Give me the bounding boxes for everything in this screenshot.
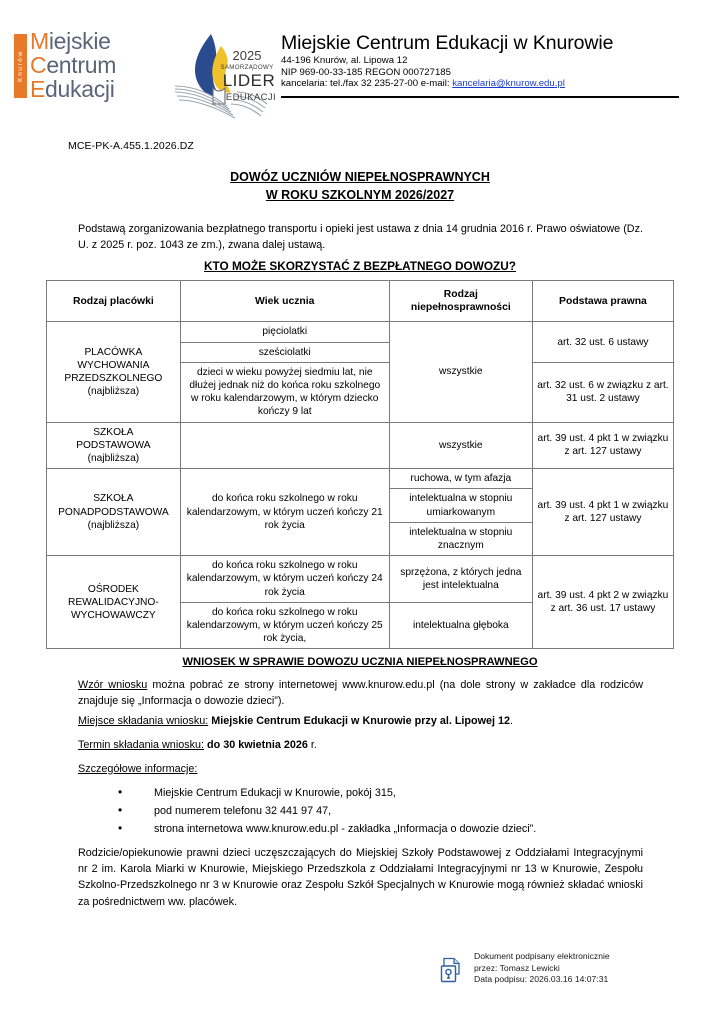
eligibility-section-heading: [45, 259, 675, 273]
cell-disability-all-preschool: wszystkie: [389, 322, 532, 422]
application-section-heading-text: WNIOSEK W SPRAWIE DOWOZU UCZNIA NIEPEŁNOSPRAWNEGO: [182, 656, 538, 668]
list-item-label: Miejskie Centrum Edukacji w Knurowie, pokój 315,: [154, 787, 396, 799]
table-row: [47, 556, 674, 603]
eligibility-table: [46, 280, 674, 649]
document-reference: MCE-PK-A.455.1.2026.DZ: [68, 140, 194, 152]
cell-age-over-seven: dzieci w wieku powyżej siedmiu lat, nie dłużej jednak niż do końca roku szkolnego w roku kalendarzowym, w którym dziecko kończy 9 lat: [180, 362, 389, 422]
organization-name: Miejskie Centrum Edukacji w Knurowie: [281, 32, 614, 54]
samorzadowy-lider-edukacji-logo: [175, 26, 281, 122]
cell-facility-preschool: [47, 322, 181, 422]
application-deadline-label: Termin składania wniosku:: [78, 739, 205, 751]
cell-legal-art32-6: art. 32 ust. 6 ustawy: [532, 322, 673, 362]
signature-line-3: Data podpisu: 2026.03.16 14:07:31: [474, 974, 609, 985]
svg-text:LIDER: LIDER: [222, 71, 276, 90]
cell-legal-art39-4-1-secondary: art. 39 ust. 4 pkt 1 w związku z art. 127 ustawy: [532, 469, 673, 556]
facility-line-1: PLACÓWKA: [84, 346, 143, 358]
signed-document-icon: [440, 957, 464, 983]
table-header-disability: [389, 281, 532, 322]
table-header-age: Wiek ucznia: [180, 281, 389, 322]
facility-line-3: (najbliższa): [87, 519, 140, 531]
cell-age-until-24: do końca roku szkolnego w roku kalendarzowym, w którym uczeń kończy 24 rok życia: [180, 556, 389, 603]
table-header-legal: Podstawa prawna: [532, 281, 673, 322]
cell-disability-coupled: sprzężona, z których jedna jest intelektualna: [389, 556, 532, 603]
mce-logo-rest-1: iejskie: [48, 28, 111, 54]
application-place-paragraph: [78, 714, 643, 730]
facility-line-1: SZKOŁA: [93, 426, 134, 438]
application-place-suffix: .: [510, 715, 514, 727]
cell-facility-secondary-school: [47, 469, 181, 556]
list-item-label: pod numerem telefonu 32 441 97 47,: [154, 805, 332, 818]
list-item: [118, 820, 648, 838]
facility-line-1: SZKOŁA: [93, 493, 134, 505]
page-title: [45, 168, 675, 204]
cell-legal-art39-4-1-primary: art. 39 ust. 4 pkt 1 w związku z art. 127 ustawy: [532, 422, 673, 469]
page-title-line-2: W ROKU SZKOLNYM 2026/2027: [265, 188, 455, 202]
organization-identifiers: NIP 969-00-33-185 REGON 000727185: [281, 66, 451, 78]
facility-line-2: WYCHOWANIA: [77, 359, 150, 371]
facility-line-1: OŚRODEK: [87, 583, 139, 595]
list-item: [118, 802, 648, 820]
list-item: [118, 784, 648, 802]
organization-address: 44-196 Knurów, al. Lipowa 12: [281, 55, 408, 66]
table-header-row: [47, 281, 674, 322]
cell-legal-art32-6-art31-2: art. 32 ust. 6 w związku z art. 31 ust. 2 ustawy: [532, 362, 673, 422]
organization-contact: [281, 78, 681, 90]
contact-bullet-list: [118, 784, 648, 839]
cell-age-primary-school-empty: [180, 422, 389, 469]
mce-logo-line-3: [30, 77, 170, 101]
signature-line-2: przez: Tomasz Lewicki: [474, 962, 560, 973]
cell-facility-primary-school: [47, 422, 181, 469]
table-row: [47, 322, 674, 342]
mce-logo-cap-e: E: [30, 76, 46, 102]
signed-document-icon-graphic: [440, 957, 464, 983]
mce-logo-wordmark: [30, 29, 170, 101]
table-header-facility: Rodzaj placówki: [47, 281, 181, 322]
application-deadline-value: do 30 kwietnia 2026: [204, 739, 308, 751]
mce-logo-line-1: [30, 29, 170, 53]
cell-age-five-year-olds: pięciolatki: [180, 322, 389, 342]
application-form-label: Wzór wniosku: [78, 679, 148, 691]
mce-logo-rest-2: entrum: [46, 52, 117, 78]
mce-logo-cap-m: M: [30, 28, 49, 54]
application-details-paragraph: [78, 762, 643, 778]
mce-logo-line-2: [30, 53, 170, 77]
application-details-label: Szczegółowe informacje:: [78, 763, 198, 775]
table-header-disability-line-1: Rodzaj: [443, 289, 478, 300]
mce-logo-cap-c: C: [30, 52, 47, 78]
application-place-label: Miejsce składania wniosku:: [78, 715, 209, 727]
application-form-paragraph: [78, 678, 643, 709]
application-deadline-paragraph: [78, 738, 643, 754]
organization-contact-prefix: kancelaria: tel./fax 32 235-27-00 e-mail:: [281, 78, 453, 90]
lider-logo-graphic: [175, 26, 281, 122]
organization-email-link[interactable]: kancelaria@knurow.edu.pl: [452, 78, 565, 90]
application-deadline-suffix: r.: [307, 739, 317, 751]
svg-text:2025: 2025: [232, 48, 262, 63]
organization-block: [281, 32, 681, 90]
application-place-value: Miejskie Centrum Edukacji w Knurowie przy al. Lipowej 12: [208, 715, 511, 727]
facility-line-2: PONADPODSTAWOWA: [58, 506, 169, 518]
list-item-label: strona internetowa www.knurow.edu.pl - zakładka „Informacja o dowozie dzieci”.: [154, 823, 537, 836]
letterhead: [0, 0, 717, 128]
svg-text:EDUKACJI: EDUKACJI: [225, 92, 277, 103]
cell-disability-all-primary: wszystkie: [389, 422, 532, 469]
signature-details: [474, 951, 610, 986]
mce-logo: [14, 29, 166, 101]
electronic-signature-block: [440, 951, 680, 991]
eligibility-section-heading-text: KTO MOŻE SKORZYSTAĆ Z BEZPŁATNEGO DOWOZU?: [204, 259, 516, 273]
mce-logo-city-label: Knurów: [17, 50, 24, 82]
cell-age-until-21: do końca roku szkolnego w roku kalendarzowym, w którym uczeń kończy 21 rok życia: [180, 469, 389, 556]
facility-line-3: PRZEDSZKOLNEGO: [64, 373, 163, 385]
cell-disability-intellectual-severe: intelektualna w stopniu znacznym: [389, 522, 532, 555]
letterhead-divider: [281, 96, 679, 98]
cell-age-until-25: do końca roku szkolnego w roku kalendarzowym, w którym uczeń kończy 25 rok życia,: [180, 602, 389, 649]
svg-text:SAMORZĄDOWY: SAMORZĄDOWY: [220, 64, 274, 71]
table-header-disability-line-2: niepełnosprawności: [410, 302, 511, 314]
cell-disability-motor-aphasia: ruchowa, w tym afazja: [389, 469, 532, 489]
facility-line-2: PODSTAWOWA: [76, 439, 151, 451]
facility-line-2: REWALIDACYJNO-: [67, 596, 159, 608]
facility-line-3: WYCHOWAWCZY: [71, 609, 156, 621]
table-row: [47, 469, 674, 489]
signature-line-1: Dokument podpisany elektronicznie: [474, 951, 610, 961]
table-row: [47, 422, 674, 469]
cell-facility-rehabilitation-centre: [47, 556, 181, 649]
application-section-heading: [45, 656, 675, 668]
cell-age-six-year-olds: sześciolatki: [180, 342, 389, 362]
closing-paragraph: Rodzicie/opiekunowie prawni dzieci uczęszczających do Miejskiej Szkoły Podstawowej z Oddziałami Integracyjnymi nr 2 im. Karola Miarki w Knurowie, Miejskiego Przedszkola z Oddziałami Integracyjnymi nr 13 w Knurowie, Zespołu Szkolno-Przedszkolnego nr 3 w Knurowie oraz Zespołu Szkół Specjalnych w Knurowie mogą również składać wnioski za pośrednictwem ww. placówek.: [78, 847, 643, 908]
cell-disability-intellectual-profound: intelektualna głęboka: [389, 602, 532, 649]
eligibility-table-wrapper: [46, 280, 674, 649]
mce-logo-accent-bar: [14, 34, 27, 98]
page-title-line-1: DOWÓZ UCZNIÓW NIEPEŁNOSPRAWNYCH: [230, 170, 490, 184]
facility-line-3: (najbliższa): [87, 453, 140, 465]
application-form-text: można pobrać ze strony internetowej www.knurow.edu.pl (na dole strony w zakładce dla rodziców znajduje się „Informacja o dowozie dzieci”).: [78, 679, 643, 707]
mce-logo-rest-3: dukacji: [45, 76, 115, 102]
legal-basis-paragraph: Podstawą zorganizowania bezpłatnego transportu i opieki jest ustawa z dnia 14 grudnia 2016 r. Prawo oświatowe (Dz. U. z 2025 r. poz. 1043 ze zm.), zwana dalej ustawą.: [78, 223, 643, 251]
cell-legal-art39-4-2: art. 39 ust. 4 pkt 2 w związku z art. 36 ust. 17 ustawy: [532, 556, 673, 649]
cell-disability-intellectual-moderate: intelektualna w stopniu umiarkowanym: [389, 489, 532, 522]
facility-line-4: (najbliższa): [87, 386, 140, 398]
